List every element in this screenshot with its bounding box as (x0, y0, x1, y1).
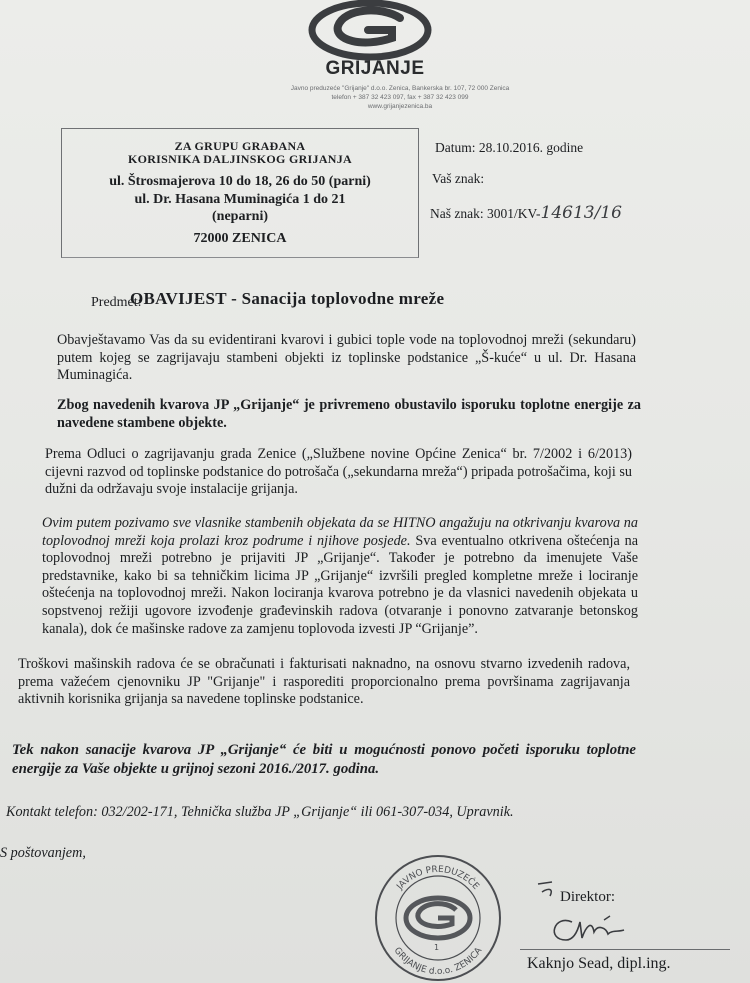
paragraph: Ovim putem pozivamo sve vlasnike stambenih objekata da se HITNO angažuju na otkrivanju kvarova na toplovodnoj mreži koja prolazi kroz podrume i njihove posjede. Sva eventualno otkrivena oštećenja na toplovodnoj mreži potrebno je prijaviti JP „Grijanje“. Također je potrebno da imenujete Vaše predstavnike, kako bi sa tehničkim licima JP „Grijanje“ izvršili pregled kompletne mreže i lociranje oštećenja na toplovodnoj mreži. Nakon lociranja kvarova potrebno je da vlasnici navedenih objekata u sopstvenoj režiji ugovore izvođenje građevinskih radova (otvaranje i ponovno zatvaranje betonskog kanala), dok će mašinske radove za zamjenu toplovoda izvesti JP “Grijanje”. (42, 515, 638, 637)
paragraph: Troškovi mašinskih radova će se obračunati i fakturisati naknadno, na osnovu stvarno izvedenih radova, prema važećem cjenovniku JP "Grijanje" i rasporediti proporcionalno prema površinama zagrijavanja aktivnih korisnika grijanja sa navedene toplinske podstanice. (18, 656, 630, 708)
recipient-line: (neparni) (212, 209, 268, 224)
contact-line: Kontakt telefon: 032/202-171, Tehnička služba JP „Grijanje“ ili 061-307-034, Upravnik. (6, 804, 514, 820)
recipient-line: ul. Štrosmajerova 10 do 18, 26 do 50 (parni) (109, 174, 371, 189)
paragraph: Prema Odluci o zagrijavanju grada Zenice („Službene novine Općine Zenica“ br. 7/2002 i 6/2013) cijevni razvod od toplinske podstanice do potrošača („sekundarna mreža“) pripada potrošačima, koji su dužni da održavaju svoje instalacije grijanja. (45, 446, 632, 498)
subject-label: Predmet: (91, 295, 142, 310)
director-name: Kaknjo Sead, dipl.ing. (527, 955, 671, 972)
handwritten-reference: 14613/16 (540, 203, 622, 223)
company-address: Javno preduzeće "Grijanje" d.o.o. Zenica, Bankerska br. 107, 72 000 Zenica telefon + 387 32 423 097, fax + 387 32 423 099 www.grijanjezenica.ba (290, 85, 510, 110)
grijanje-logo-icon (300, 0, 440, 64)
recipient-city: 72000 ZENICA (193, 231, 287, 246)
greeting: S poštovanjem, (0, 845, 86, 861)
paragraph: Obavještavamo Vas da su evidentirani kvarovi i gubici tople vode na toplovodnoj mreži (sekundaru) putem kojeg se zagrijavaju stambeni objekti iz toplinske podstanice „Š-kuće“ u ul. Dr. Hasana Muminagića. (57, 332, 636, 384)
paragraph-notice: Tek nakon sanacije kvarova JP „Grijanje“ će biti u mogućnosti ponovo početi isporuku toplotne energije za Vaše objekte u grijnoj sezoni 2016./2017. godina. (12, 742, 636, 777)
stamp-text-bottom: GRIJANJE d.o.o. ZENICA (391, 945, 485, 978)
signature-rule (520, 949, 730, 950)
signature-icon (528, 874, 728, 950)
recipient-line: ul. Dr. Hasana Muminagića 1 do 21 (134, 192, 346, 207)
brand-name: GRIJANJE (325, 58, 425, 79)
letter-date: Datum: 28.10.2016. godine (435, 140, 584, 155)
company-stamp-icon (372, 852, 504, 982)
your-reference: Vaš znak: (432, 171, 485, 186)
recipient-box (61, 128, 419, 258)
recipient-line: ZA GRUPU GRAĐANA (174, 139, 306, 153)
subject-title: OBAVIJEST - Sanacija toplovodne mreže (130, 289, 445, 308)
stamp-number: 1 (434, 943, 440, 952)
our-reference: Naš znak: 3001/KV-14613/16 (430, 203, 622, 223)
director-label: Direktor: (560, 889, 615, 905)
paragraph-notice: Zbog navedenih kvarova JP „Grijanje“ je privremeno obustavilo isporuku toplotne energije za navedene stambene objekte. (57, 397, 641, 431)
stamp-text-top: JAVNO PREDUZEĆE (395, 864, 481, 892)
recipient-line: KORISNIKA DALJINSKOG GRIJANJA (127, 152, 353, 166)
